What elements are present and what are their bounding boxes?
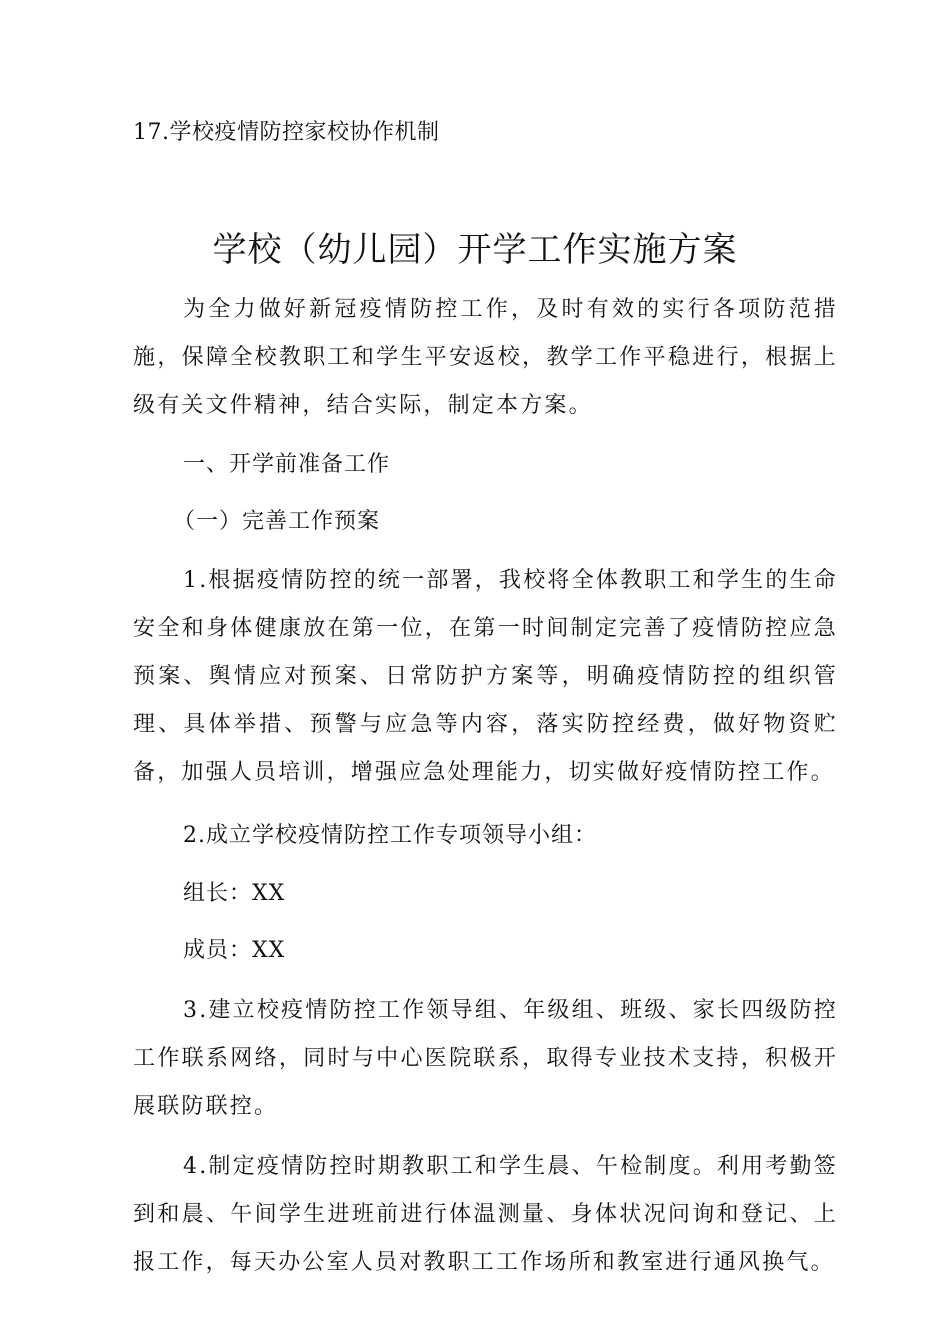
group-members-line: 成员：XX	[183, 938, 286, 963]
document-title: 学校（幼儿园）开学工作实施方案	[212, 230, 738, 270]
item-4-paragraph: 4.制定疫情防控时期教职工和学生晨、午检制度。利用考勤签到和晨、午间学生进班前进行体温测量、身体状况问询和登记、上报工作，每天办公室人员对教职工工作场所和教室进行通风换气。	[133, 1154, 838, 1275]
section-heading: 一、开学前准备工作	[183, 452, 391, 477]
group-leader-line: 组长：XX	[183, 881, 286, 906]
item-3-paragraph: 3.建立校疫情防控工作领导组、年级组、班级、家长四级防控工作联系网络，同时与中心医院联系，取得专业技术支持，积极开展联防联控。	[133, 998, 838, 1119]
intro-paragraph: 为全力做好新冠疫情防控工作，及时有效的实行各项防范措施，保障全校教职工和学生平安返校，教学工作平稳进行，根据上级有关文件精神，结合实际，制定本方案。	[133, 297, 838, 418]
item-2-paragraph: 2.成立学校疫情防控工作专项领导小组：	[183, 823, 597, 848]
subsection-heading: （一）完善工作预案	[173, 509, 381, 534]
toc-item: 17.学校疫情防控家校协作机制	[133, 120, 440, 145]
item-1-paragraph: 1.根据疫情防控的统一部署，我校将全体教职工和学生的生命安全和身体健康放在第一位，在第一时间制定完善了疫情防控应急预案、舆情应对预案、日常防护方案等，明确疫情防控的组织管理、具体举措、预警与应急等内容，落实防控经费，做好物资贮备，加强人员培训，增强应急处理能力，切实做好疫情防控工作。	[133, 568, 838, 785]
